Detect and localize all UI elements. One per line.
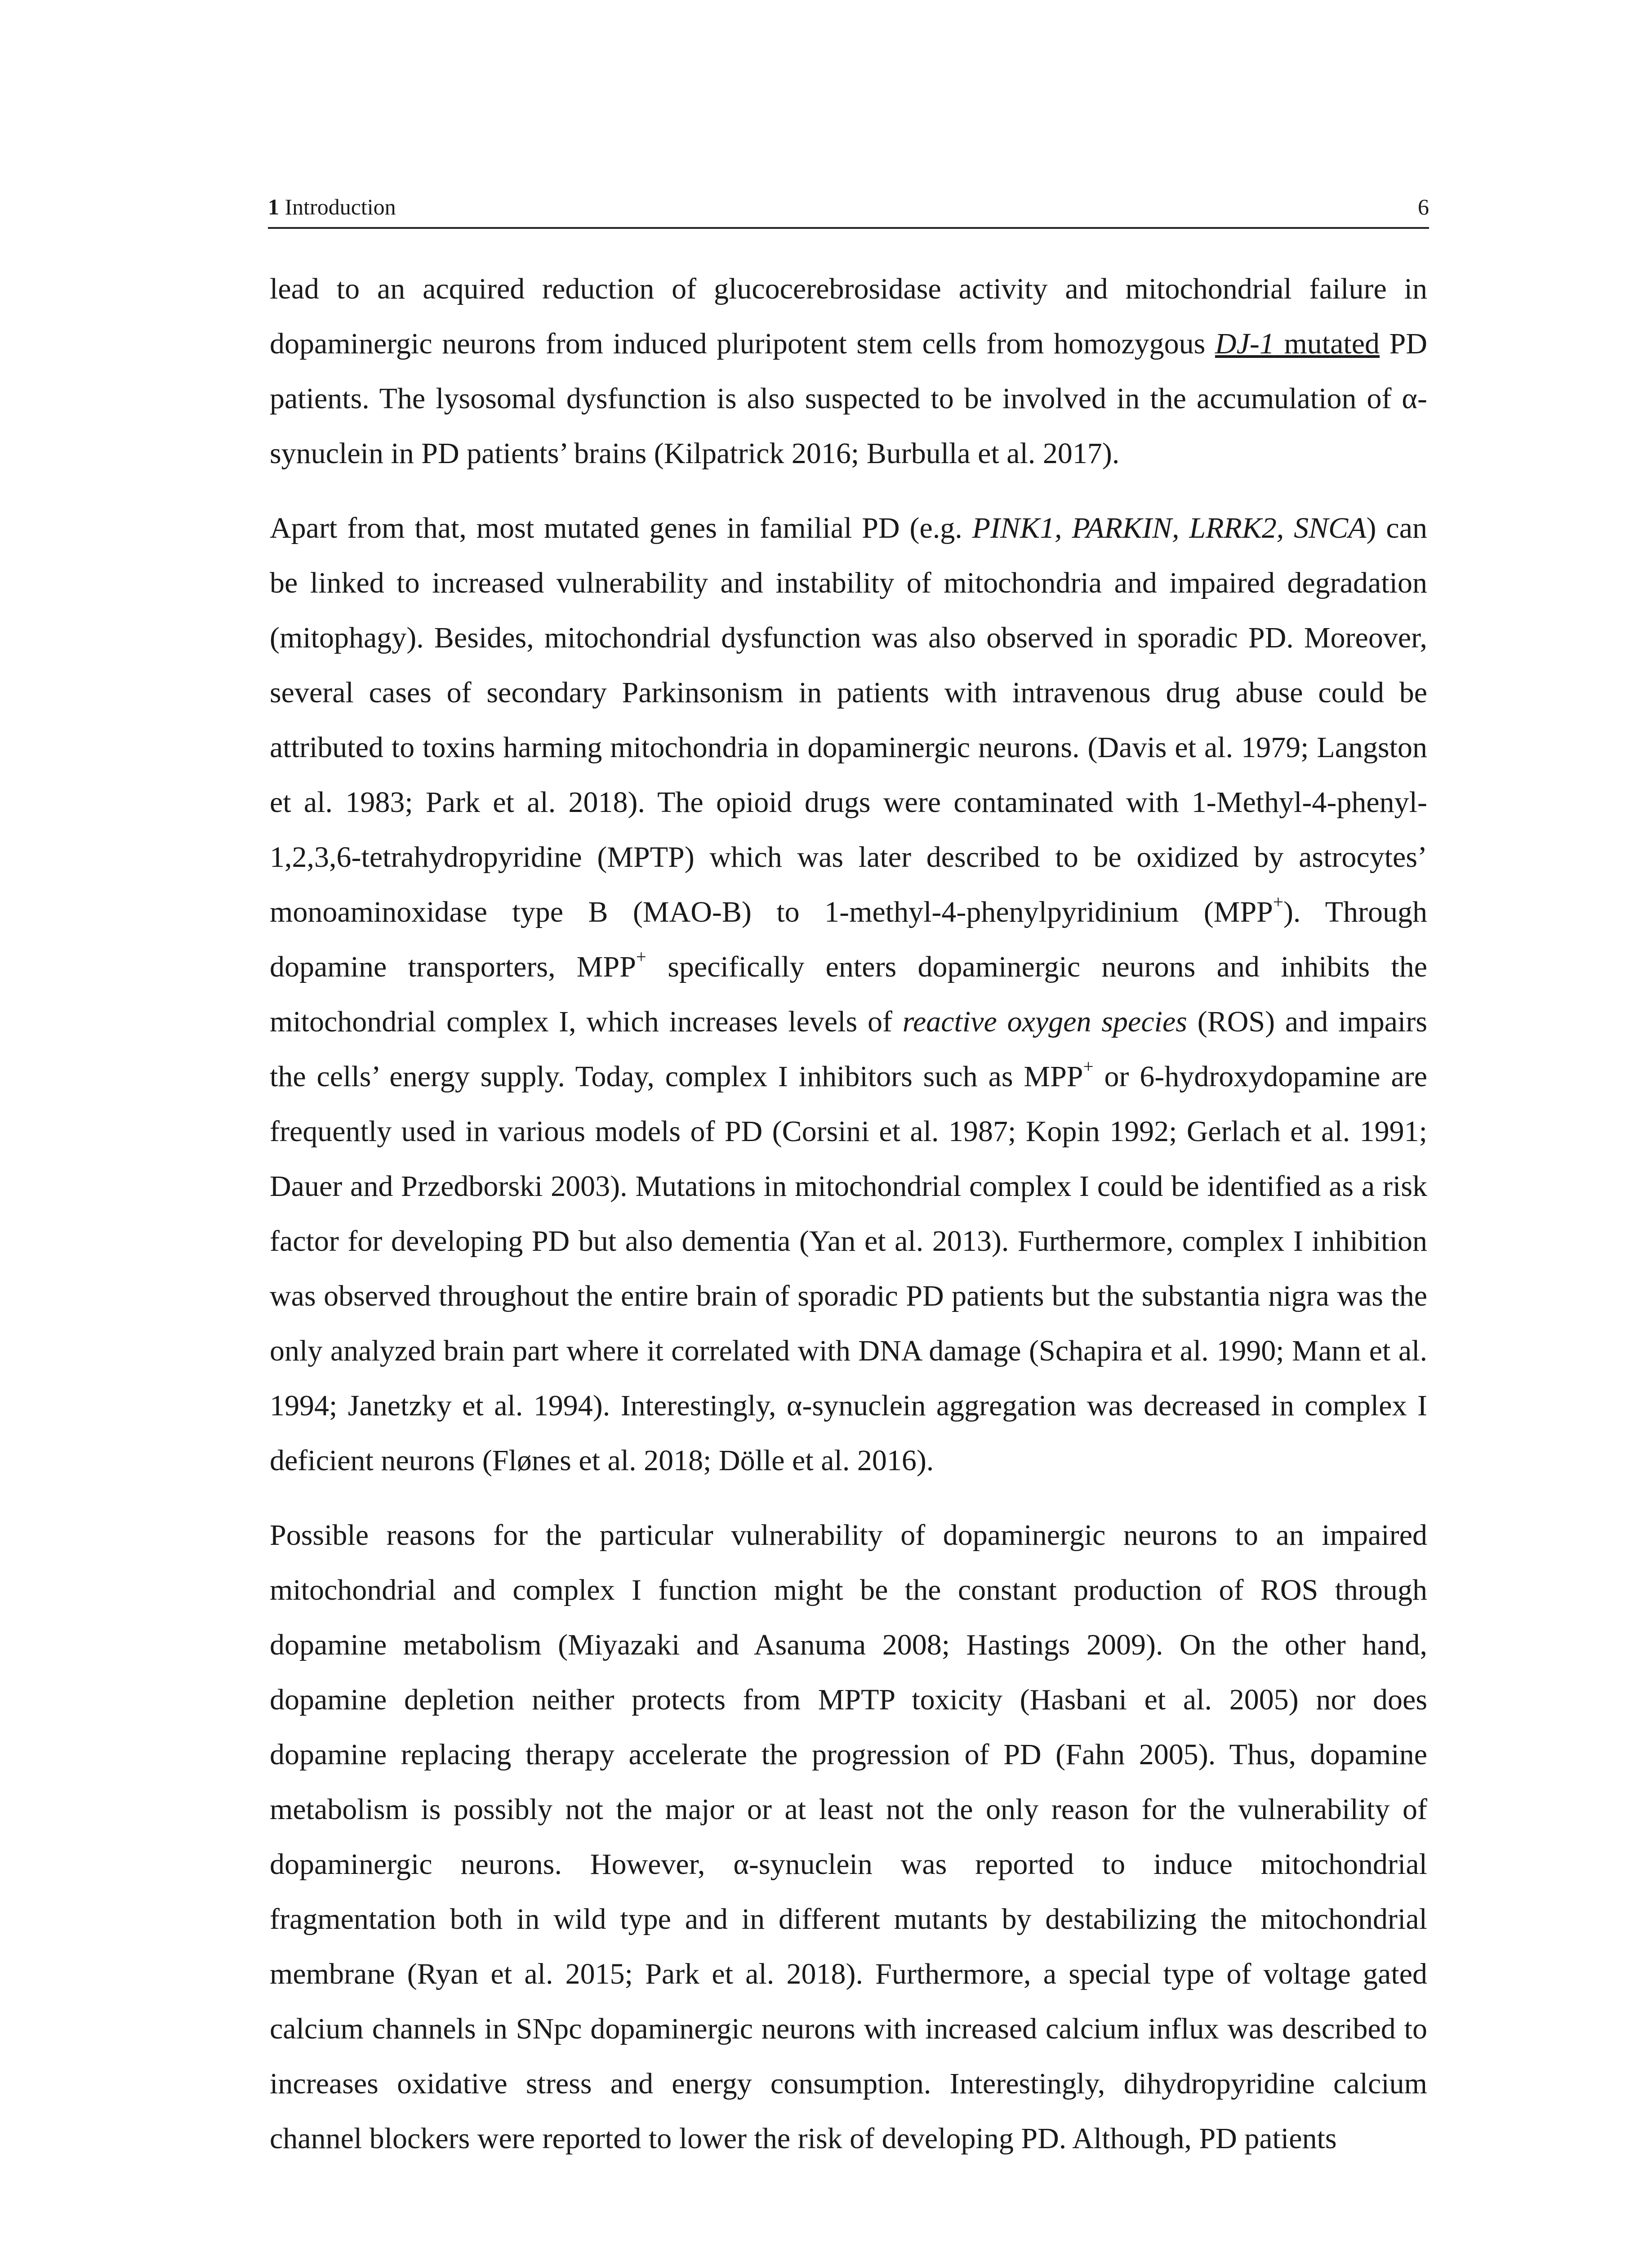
superscript: +: [1083, 1056, 1094, 1077]
superscript: +: [636, 946, 646, 967]
paragraph-2: [270, 501, 1427, 1488]
chapter-title: Introduction: [285, 194, 396, 219]
italic-text: reactive oxygen species: [902, 1005, 1187, 1038]
italic-text: PINK1, PARKIN, LRRK2, SNCA: [972, 512, 1367, 544]
text-run: specifically enters dopaminergic neurons and inhibits the mitochondrial complex I, which increases levels of: [270, 950, 1427, 1038]
text-run: (ROS) and impairs the cells’ energy supply. Today, complex I inhibitors such as MPP: [270, 1005, 1427, 1093]
page-number: 6: [1418, 194, 1429, 219]
text-run: Possible reasons for the particular vulnerability of dopaminergic neurons to an impaired mitochondrial and complex I function might be the constant production of ROS through dopamine metabolism (Miyazaki and Asanuma 2008; Hastings 2009). On the other hand, dopamine depletion neither protects from MPTP toxicity (Hasbani et al. 2005) nor does dopamine replacing therapy accelerate the progression of PD (Fahn 2005). Thus, dopamine metabolism is possibly not the major or at least not the only reason for the vulnerability of dopaminergic neurons. However, α-synuclein was reported to induce mitochondrial fragmentation both in wild type and in different mutants by destabilizing the mitochondrial membrane (Ryan et al. 2015; Park et al. 2018). Furthermore, a special type of voltage gated calcium channels in SNpc dopaminergic neurons with increased calcium influx was described to increases oxidative stress and energy consumption. Interestingly, dihydropyridine calcium channel blockers were reported to lower the risk of developing PD. Although, PD patients: [270, 1519, 1427, 2155]
text-run: lead to an acquired reduction of glucocerebrosidase activity and mitochondrial failure in dopaminergic neurons from induced pluripotent stem cells from homozygous: [270, 272, 1427, 360]
text-run: ) can be linked to increased vulnerability and instability of mitochondria and impaired degradation (mitophagy). Besides, mitochondrial dysfunction was also observed in sporadic PD. Moreover, several cases of secondary Parkinsonism in patients with intravenous drug abuse could be attributed to toxins harming mitochondria in dopaminergic neurons. (Davis et al. 1979; Langston et al. 1983; Park et al. 2018). The opioid drugs were contaminated with 1-Methyl-4-phenyl-1,2,3,6-tetrahydropyridine (MPTP) which was later described to be oxidized by astrocytes’ monoaminoxidase type B (MAO-B) to 1-methyl-4-phenylpyridinium (MPP: [270, 512, 1427, 928]
paragraph-3: [270, 1508, 1427, 2166]
text-run: Apart from that, most mutated genes in familial PD (e.g.: [270, 512, 972, 544]
chapter-heading: [268, 191, 396, 223]
running-header: [268, 191, 1429, 229]
body-text: [270, 262, 1427, 2166]
text-run: or 6-hydroxydopamine are frequently used in various models of PD (Corsini et al. 1987; Kopin 1992; Gerlach et al. 1991; Dauer and Przedborski 2003). Mutations in mitochondrial complex I could be identified as a risk factor for developing PD but also dementia (Yan et al. 2013). Furthermore, complex I inhibition was observed throughout the entire brain of sporadic PD patients but the substantia nigra was the only analyzed brain part where it correlated with DNA damage (Schapira et al. 1990; Mann et al. 1994; Janetzky et al. 1994). Interestingly, α-synuclein aggregation was decreased in complex I deficient neurons (Flønes et al. 2018; Dölle et al. 2016).: [270, 1060, 1428, 1477]
underlined-text: mutated: [1274, 327, 1380, 360]
superscript: +: [1273, 892, 1283, 912]
text-run: ). Through dopamine transporters, MPP: [270, 896, 1427, 983]
text-run: PD patients. The lysosomal dysfunction is also suspected to be involved in the accumulation of α-synuclein in PD patients’ brains (Kilpatrick 2016; Burbulla et al. 2017).: [270, 327, 1427, 470]
paragraph-1: [270, 262, 1427, 481]
gene-name: DJ-1: [1215, 327, 1274, 360]
chapter-number: 1: [268, 194, 279, 219]
